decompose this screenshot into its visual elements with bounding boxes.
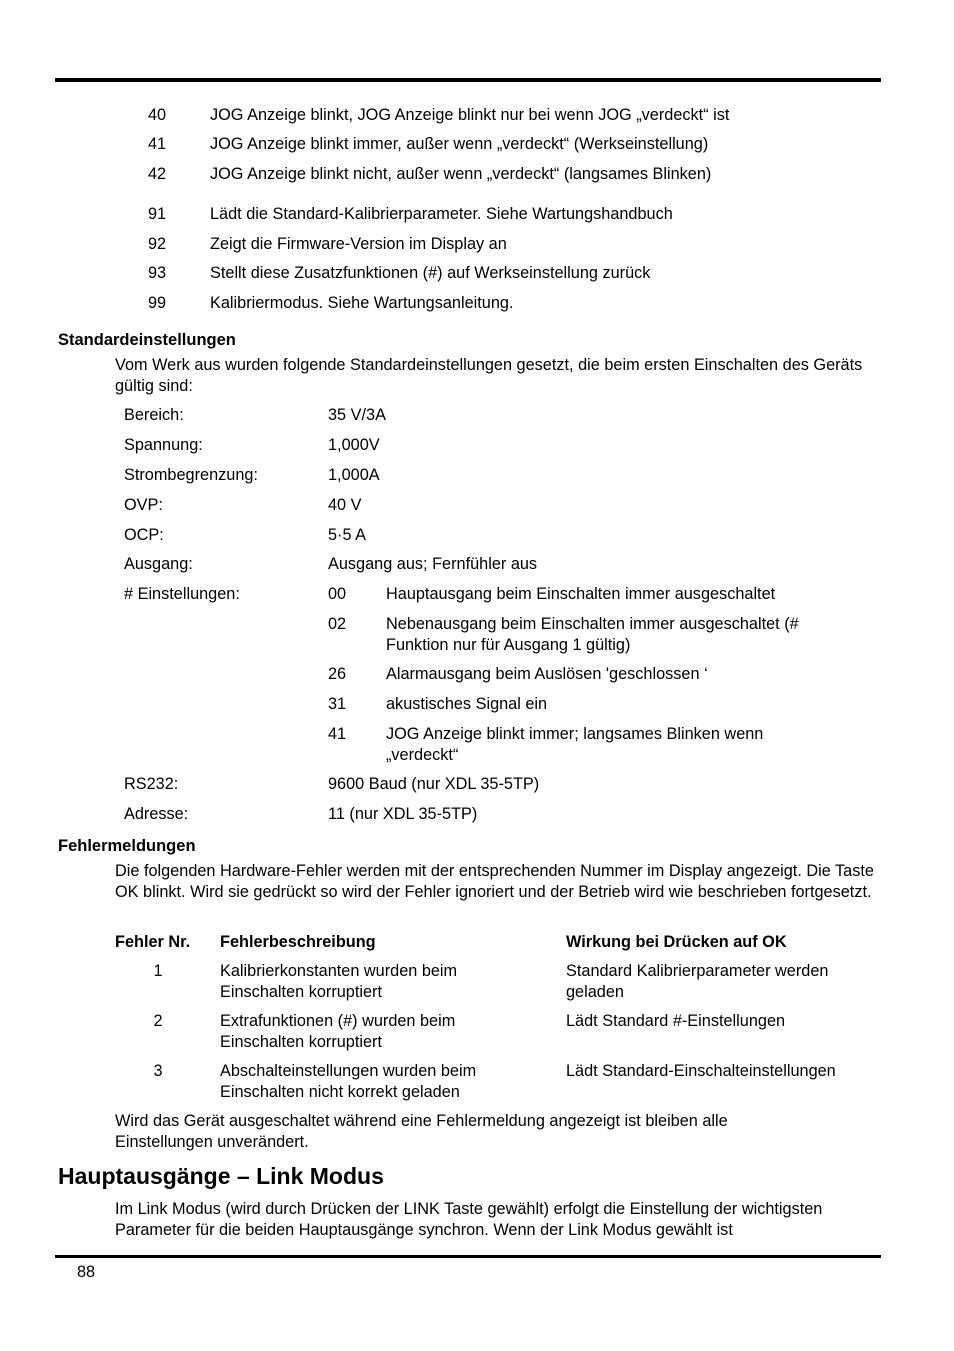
setting-label: OCP: <box>124 526 164 544</box>
list-item-text: JOG Anzeige blinkt immer, außer wenn „verdeckt“ (Werkseinstellung) <box>210 135 709 153</box>
hash-code: 00 <box>328 585 347 603</box>
hash-code: 02 <box>328 615 347 633</box>
error-nr: 2 <box>153 1012 163 1030</box>
errors-intro: Die folgenden Hardware-Fehler werden mit der entsprechenden Nummer im Display angezeigt. Die Taste OK blinkt. Wird sie gedrückt so wird der Fehler ignoriert und der Betrieb wird wie beschrieben fortgesetzt. <box>115 862 874 901</box>
error-nr: 1 <box>153 962 163 980</box>
list-item-num: 91 <box>148 205 167 223</box>
setting-value: 5·5 A <box>328 526 367 544</box>
list-item-text: JOG Anzeige blinkt nicht, außer wenn „verdeckt“ (langsames Blinken) <box>210 165 712 183</box>
setting-label: Strombegrenzung: <box>124 466 258 484</box>
hash-desc: Alarmausgang beim Auslösen 'geschlossen ‘ <box>386 665 708 683</box>
error-effect: Standard Kalibrierparameter werden geladen <box>566 962 829 1001</box>
errors-note: Wird das Gerät ausgeschaltet während eine Fehlermeldung angezeigt ist bleiben alle Einstellungen unverändert. <box>115 1112 728 1151</box>
setting-label: OVP: <box>124 496 163 514</box>
list-item-text: Lädt die Standard-Kalibrierparameter. Siehe Wartungshandbuch <box>210 205 673 223</box>
setting-label: Ausgang: <box>124 555 193 573</box>
list-item-num: 92 <box>148 235 167 253</box>
list-item-num: 99 <box>148 294 167 312</box>
error-desc: Abschalteinstellungen wurden beim Einschalten nicht korrekt geladen <box>220 1062 477 1101</box>
setting-label: RS232: <box>124 775 179 793</box>
list-item-text: JOG Anzeige blinkt, JOG Anzeige blinkt nur bei wenn JOG „verdeckt“ ist <box>210 106 730 124</box>
hash-desc: JOG Anzeige blinkt immer; langsames Blinken wenn „verdeckt“ <box>386 725 764 764</box>
error-effect: Lädt Standard #-Einstellungen <box>566 1012 786 1030</box>
list-item-text: Zeigt die Firmware-Version im Display an <box>210 235 507 253</box>
column-header: Wirkung bei Drücken auf OK <box>566 933 787 951</box>
error-effect: Lädt Standard-Einschalteinstellungen <box>566 1062 836 1080</box>
hash-code: 26 <box>328 665 347 683</box>
setting-value: 11 (nur XDL 35-5TP) <box>328 805 478 823</box>
list-item-text: Kalibriermodus. Siehe Wartungsanleitung. <box>210 294 514 312</box>
setting-value: 40 V <box>328 496 362 514</box>
setting-value: Ausgang aus; Fernfühler aus <box>328 555 538 573</box>
setting-label: Spannung: <box>124 436 203 454</box>
setting-value: 9600 Baud (nur XDL 35-5TP) <box>328 775 540 793</box>
hash-desc: Nebenausgang beim Einschalten immer ausgeschaltet (# Funktion nur für Ausgang 1 gültig) <box>386 615 799 654</box>
link-mode-heading: Hauptausgänge – Link Modus <box>58 1163 384 1189</box>
defaults-intro: Vom Werk aus wurden folgende Standardeinstellungen gesetzt, die beim ersten Einschalten des Geräts gültig sind: <box>115 356 863 395</box>
header-rule <box>55 78 881 82</box>
setting-label: Adresse: <box>124 805 189 823</box>
setting-label: Bereich: <box>124 406 184 424</box>
column-header: Fehler Nr. <box>115 933 191 951</box>
footer-rule <box>55 1255 881 1258</box>
list-item-num: 42 <box>148 165 167 183</box>
defaults-heading: Standardeinstellungen <box>58 331 236 349</box>
setting-value: 1,000A <box>328 466 380 484</box>
setting-value: 1,000V <box>328 436 380 454</box>
list-item-num: 41 <box>148 135 167 153</box>
hash-desc: Hauptausgang beim Einschalten immer ausgeschaltet <box>386 585 776 603</box>
column-header: Fehlerbeschreibung <box>220 933 376 951</box>
errors-heading: Fehlermeldungen <box>58 837 196 855</box>
link-mode-text: Im Link Modus (wird durch Drücken der LINK Taste gewählt) erfolgt die Einstellung der wichtigsten Parameter für die beiden Hauptausgänge synchron. Wenn der Link Modus gewählt ist <box>115 1200 823 1239</box>
hash-code: 41 <box>328 725 347 743</box>
hash-settings-label: # Einstellungen: <box>124 585 240 603</box>
list-item-num: 40 <box>148 106 167 124</box>
error-desc: Kalibrierkonstanten wurden beim Einschalten korruptiert <box>220 962 458 1001</box>
list-item-num: 93 <box>148 264 167 282</box>
list-item-text: Stellt diese Zusatzfunktionen (#) auf Werkseinstellung zurück <box>210 264 651 282</box>
setting-value: 35 V/3A <box>328 406 386 424</box>
error-nr: 3 <box>153 1062 163 1080</box>
error-desc: Extrafunktionen (#) wurden beim Einschalten korruptiert <box>220 1012 456 1051</box>
hash-code: 31 <box>328 695 347 713</box>
page-number: 88 <box>77 1263 96 1281</box>
hash-desc: akustisches Signal ein <box>386 695 548 713</box>
